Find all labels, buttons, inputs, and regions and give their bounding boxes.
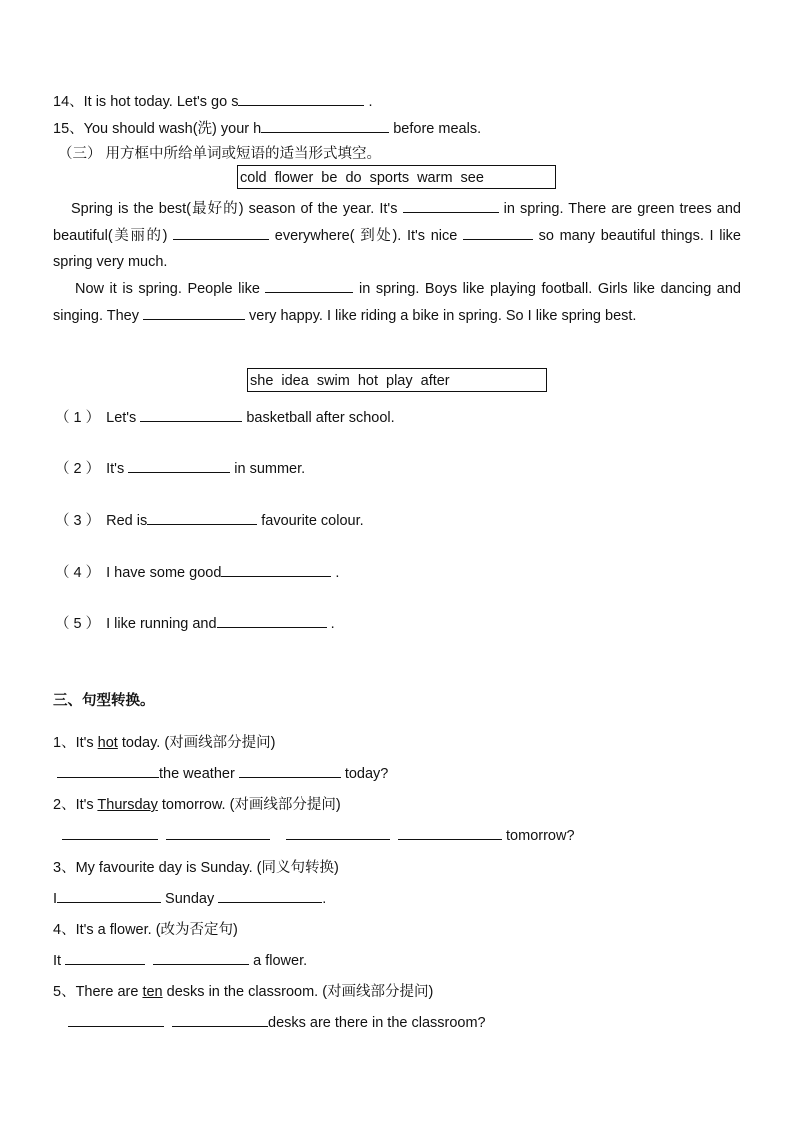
answer-blank[interactable] [62,826,158,840]
transform-question-3: 3、My favourite day is Sunday. (同义句转换) [53,860,339,876]
item-text: basketball after school. [242,410,395,426]
answer-text: desks are there in the classroom? [268,1015,486,1031]
question-14-end: . [364,94,373,110]
item-2 [55,459,305,478]
box-word: do [345,170,362,186]
item-number: （ 3 ） [55,513,101,529]
question-text: desks in the classroom. (对画线部分提问) [162,984,434,1000]
answer-blank[interactable] [173,226,269,240]
item-text: . [326,616,335,632]
answer-blank[interactable] [221,563,331,577]
item-number: （ 4 ） [55,565,101,581]
item-4 [55,563,339,582]
transform-answer-5 [68,1013,486,1032]
answer-blank[interactable] [265,279,353,293]
box-word: idea [281,373,309,389]
answer-blank[interactable] [143,306,245,320]
question-14-text: 14、It is hot today. Let's go s [53,94,239,110]
question-15-text: 15、You should wash(洗) your h [53,121,262,137]
box-word: hot [357,373,379,389]
answer-blank[interactable] [218,889,322,903]
passage-text: Now it is spring. People like [75,281,266,297]
item-5 [55,614,335,633]
question-text: 5、There are [53,984,143,1000]
item-3 [55,511,364,530]
answer-blank[interactable] [65,951,145,965]
box-word: after [420,373,450,389]
answer-blank[interactable] [238,92,364,106]
answer-text: It [53,953,66,969]
question-text: tomorrow. (对画线部分提问) [157,797,341,813]
item-text: Let's [106,410,141,426]
answer-blank[interactable] [166,826,270,840]
item-number: （ 5 ） [55,616,101,632]
box-word: flower [274,170,314,186]
item-number: （ 1 ） [55,410,101,426]
box-word: cold [240,170,267,186]
part-3-title: 三、句型转换。 [53,693,155,709]
transform-answer-4 [53,951,307,970]
transform-question-1 [53,734,275,752]
item-text: in summer. [230,461,306,477]
answer-blank[interactable] [57,889,161,903]
item-text: I have some good [106,565,222,581]
word-box-1 [237,165,556,189]
answer-blank[interactable] [153,951,249,965]
underlined-word: Thursday [97,797,158,813]
box-word: sports [369,170,410,186]
transform-answer-2 [62,826,575,845]
underlined-word: hot [97,735,118,751]
answer-blank[interactable] [261,119,389,133]
answer-text: I [53,891,58,907]
item-text: . [331,565,340,581]
question-14 [53,92,373,111]
word-box-2 [247,368,547,392]
passage-paragraph-1 [53,196,741,276]
box-word: see [460,170,484,186]
answer-blank[interactable] [286,826,390,840]
passage-text: in spring. There are green trees and beautiful(美丽的) [53,201,741,244]
answer-blank[interactable] [147,511,257,525]
passage-text: Spring is the best(最好的) season of the year. It's [71,201,403,217]
box-word: be [321,170,338,186]
answer-blank[interactable] [403,199,499,213]
question-text: today. (对画线部分提问) [117,735,276,751]
transform-answer-1 [57,764,388,783]
answer-blank[interactable] [140,408,242,422]
answer-text: today? [340,766,389,782]
item-text: I like running and [106,616,217,632]
box-word: play [386,373,413,389]
answer-text: Sunday [161,891,219,907]
answer-text: a flower. [249,953,308,969]
transform-question-2 [53,796,341,814]
passage-text: everywhere( 到处). It's nice [269,227,463,244]
answer-blank[interactable] [239,764,341,778]
box-word: swim [316,373,350,389]
answer-blank[interactable] [217,614,327,628]
box-word: warm [417,170,453,186]
underlined-word: ten [142,984,163,1000]
item-text: It's [106,461,129,477]
question-15-end: before meals. [389,121,482,137]
question-text: 1、It's [53,735,98,751]
answer-blank[interactable] [172,1013,268,1027]
answer-text: tomorrow? [502,828,575,844]
box-word: she [250,373,274,389]
answer-blank[interactable] [463,226,533,240]
item-text: favourite colour. [257,513,364,529]
passage-text: so many beautiful things. I like spring very much. [53,227,741,270]
passage-paragraph-2 [53,276,741,329]
item-number: （ 2 ） [55,461,101,477]
transform-answer-3 [53,889,326,908]
transform-question-4: 4、It's a flower. (改为否定句) [53,922,238,938]
passage-text: in spring. Boys like playing football. Girls like dancing and singing. They [53,281,742,324]
question-15 [53,119,481,138]
item-1 [55,408,395,427]
answer-blank[interactable] [128,459,230,473]
section-3-instruction: （三） 用方框中所给单词或短语的适当形式填空。 [58,146,382,162]
passage-text: very happy. I like riding a bike in spring. So I like spring best. [245,307,637,324]
transform-question-5 [53,983,433,1001]
answer-text: . [322,891,327,907]
question-text: 2、It's [53,797,98,813]
answer-text: the weather [159,766,239,782]
answer-blank[interactable] [57,764,159,778]
answer-blank[interactable] [398,826,502,840]
answer-blank[interactable] [68,1013,164,1027]
item-text: Red is [106,513,148,529]
